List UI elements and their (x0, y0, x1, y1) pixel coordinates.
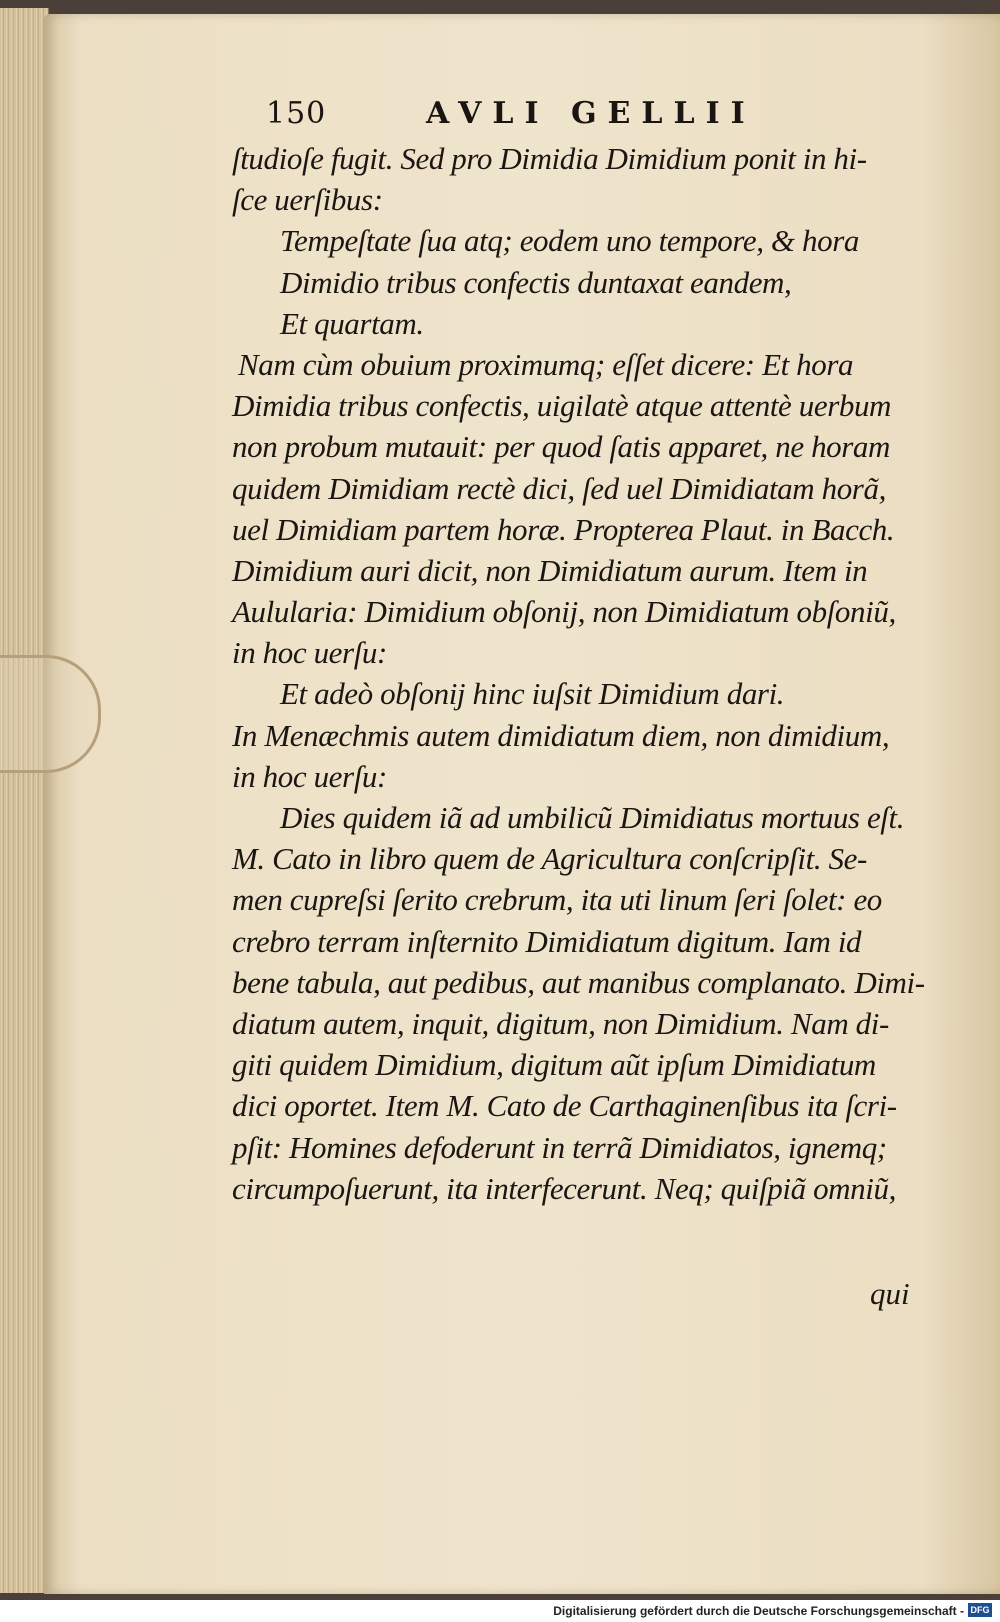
text-line: crebro terram inſternito Dimidiatum digitum. Iam id (232, 923, 862, 959)
text-line: in hoc uerſu: (232, 635, 387, 671)
page-clip (0, 655, 101, 773)
footer-bar (0, 1600, 1000, 1622)
text-line: ſtudioſe fugit. Sed pro Dimidia Dimidium ponit in hi- (232, 141, 867, 176)
text-line: men cupreſsi ſerito crebrum, ita uti linum ſeri ſolet: eo (232, 882, 882, 918)
text-line: in hoc uerſu: (232, 758, 387, 794)
text-line: Dimidio tribus confectis duntaxat eandem, (280, 264, 792, 300)
text-line: uel Dimidiam partem horæ. Propterea Plaut. in Bacch. (232, 511, 895, 547)
catchword: qui (870, 1276, 910, 1311)
running-head (266, 96, 916, 132)
text-line: In Menæchmis autem dimidiatum diem, non dimidium, (232, 717, 890, 753)
text-line: pſit: Homines defoderunt in terrã Dimidiatos, ignemq; (232, 1129, 887, 1165)
text-line: Dies quidem iã ad umbilicũ Dimidiatus mortuus eſt. (280, 800, 905, 835)
text-line: Nam cùm obuium proximumq; eſſet dicere: Et hora (238, 346, 854, 382)
text-line: quidem Dimidiam rectè dici, ſed uel Dimidiatam horã, (232, 470, 886, 506)
text-line: Aulularia: Dimidium obſonij, non Dimidiatum obſoniũ, (232, 594, 896, 630)
funding-credit: Digitalisierung gefördert durch die Deutsche Forschungsgemeinschaft - (553, 1604, 964, 1618)
text-line: diatum autem, inquit, digitum, non Dimidium. Nam di- (232, 1005, 889, 1041)
text-line: Dimidia tribus confectis, uigilatè atque attentè uerbum (232, 388, 892, 424)
text-line: Dimidium auri dicit, non Dimidiatum aurum. Item in (232, 552, 868, 588)
dfg-logo-icon: DFG (968, 1603, 992, 1617)
page-edges (0, 8, 49, 1593)
text-line: M. Cato in libro quem de Agricultura conſcripſit. Se- (232, 841, 867, 877)
text-line: ſce uerſibus: (232, 182, 383, 218)
text-block (232, 138, 925, 1209)
page-number: 150 (266, 96, 327, 131)
text-line: circumpoſuerunt, ita interfecerunt. Neq; quiſpiã omniũ, (232, 1170, 896, 1206)
running-head-title: AVLI GELLII (426, 96, 756, 131)
text-line: bene tabula, aut pedibus, aut manibus complanato. Dimi- (232, 964, 925, 1000)
text-line: non probum mutauit: per quod ſatis apparet, ne horam (232, 429, 891, 465)
text-line: Et quartam. (280, 305, 424, 341)
text-line: Tempeſtate ſua atq; eodem uno tempore, & hora (280, 223, 859, 259)
text-line: giti quidem Dimidium, digitum aũt ipſum Dimidiatum (232, 1047, 876, 1083)
text-line: Et adeò obſonij hinc iuſsit Dimidium dari. (280, 676, 785, 712)
text-line: dici oportet. Item M. Cato de Carthaginenſibus ita ſcri- (232, 1088, 897, 1124)
